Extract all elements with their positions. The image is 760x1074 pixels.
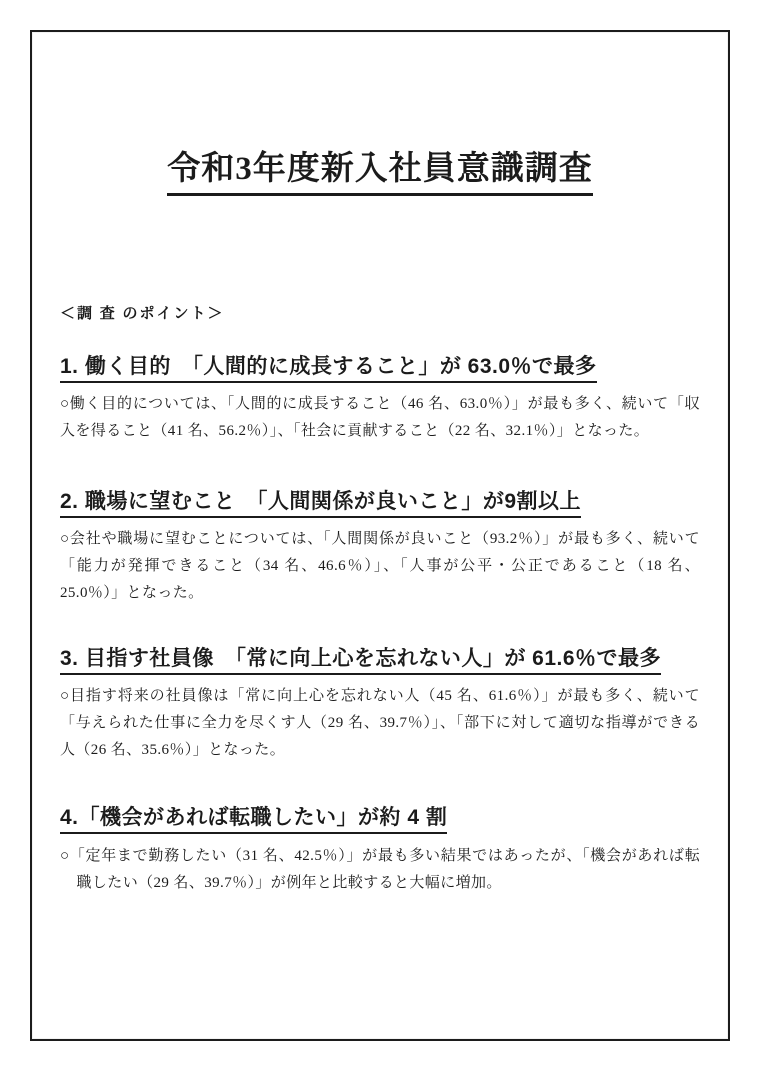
section-3-heading-row <box>60 646 700 672</box>
section-ideal-employee <box>60 646 700 764</box>
section-workplace-wishes <box>60 489 700 607</box>
section-4-heading-row <box>60 805 700 831</box>
section-4-heading: 4.「機会があれば転職したい」が約 4 割 <box>60 806 447 834</box>
page-border-frame <box>30 30 730 1041</box>
section-2-heading: 2. 職場に望むこと 「人間関係が良いこと」が9割以上 <box>60 490 581 518</box>
title-container <box>60 150 700 196</box>
section-2-heading-row <box>60 489 700 515</box>
section-job-change-intent <box>60 805 700 896</box>
section-4-body: ○「定年まで勤務したい（31 名、42.5％）」が最も多い結果ではあったが、「機会があれば転職したい（29 名、39.7％）」が例年と比較すると大幅に増加。 <box>60 847 700 891</box>
section-2-body: ○会社や職場に望むことについては、「人間関係が良いこと（93.2％）」が最も多く、続いて「能力が発揮できること（34 名、46.6％）」、「人事が公平・公正であること（18 名、25.0％）」となった。 <box>60 531 700 602</box>
section-1-body: ○働く目的については、「人間的に成長すること（46 名、63.0％）」が最も多く、続いて「収入を得ること（41 名、56.2％）」、「社会に貢献すること（22 名、32.1％）」となった。 <box>60 395 700 439</box>
section-working-purpose <box>60 354 700 445</box>
survey-points-label: ＜調 査 のポイント＞ <box>60 305 225 322</box>
section-3-heading: 3. 目指す社員像 「常に向上心を忘れない人」が 61.6％で最多 <box>60 647 661 675</box>
section-3-body: ○目指す将来の社員像は「常に向上心を忘れない人（45 名、61.6％）」が最も多く、続いて「与えられた仕事に全力を尽くす人（29 名、39.7％）」、「部下に対して適切な指導ができる人（26 名、35.6％）」となった。 <box>60 688 700 759</box>
section-1-heading-row <box>60 354 700 380</box>
section-1-heading: 1. 働く目的 「人間的に成長すること」が 63.0％で最多 <box>60 355 597 383</box>
document-title: 令和3年度新入社員意識調査 <box>167 150 593 196</box>
